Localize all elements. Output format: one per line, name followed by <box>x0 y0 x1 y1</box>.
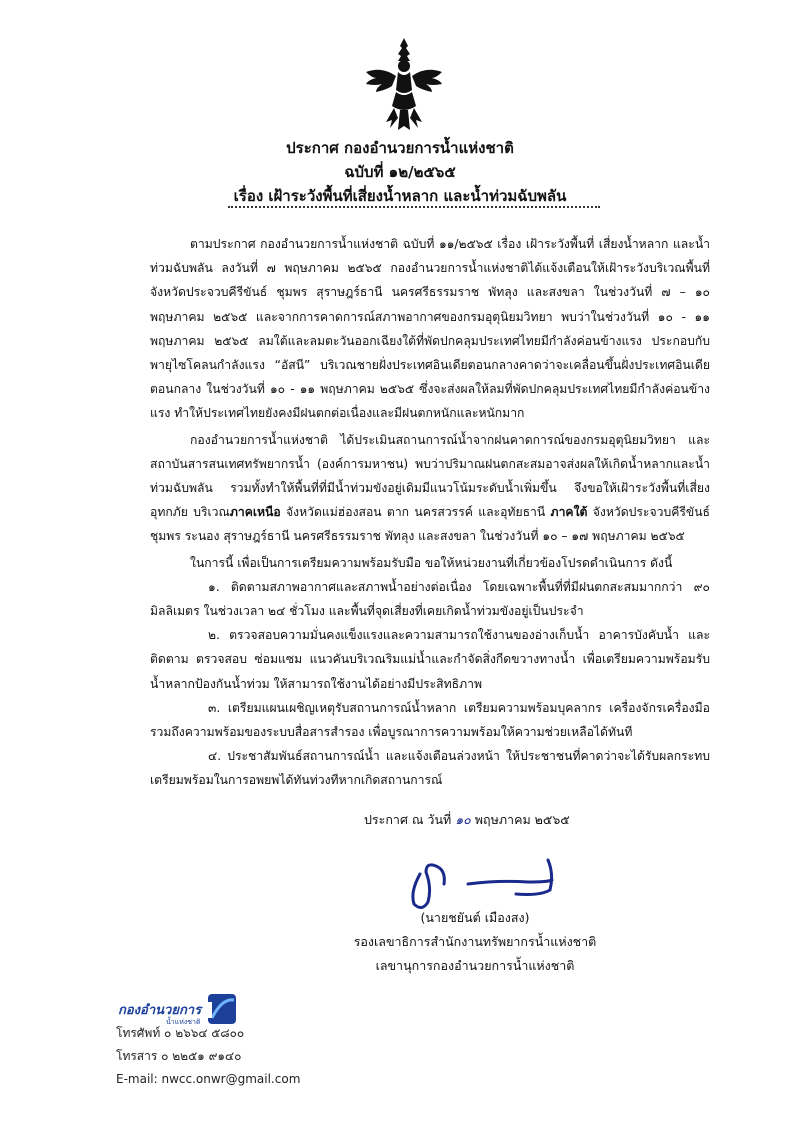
nwcc-logo-icon <box>116 990 240 1026</box>
paragraph-background: ตามประกาศ กองอำนวยการน้ำแห่งชาติ ฉบับที่ ๑๑/๒๕๖๕ เรื่อง เฝ้าระวังพื้นที่ เสี่ยงน้ำหลาก และน้ำท่วมฉับพลัน ลงวันที่ ๗ พฤษภาคม ๒๕๖๕ กองอำนวยการน้ำแห่งชาติได้แจ้งเตือนให้เฝ้าระวังบริเวณพื้นที่จังหวัดประจวบคีรีขันธ์ ชุมพร สุราษฎร์ธานี นครศรีธรรมราช พัทลุง และสงขลา ในช่วงวันที่ ๗ – ๑๐ พฤษภาคม ๒๕๖๕ และจากการคาดการณ์สภาพอากาศของกรมอุตุนิยมวิทยา พบว่าในช่วงวันที่ ๑๐ - ๑๑ พฤษภาคม ๒๕๖๕ ลมใต้และลมตะวันออกเฉียงใต้ที่พัดปกคลุมประเทศไทยมีกำลังค่อนข้างแรง ประกอบกับพายุไซโคลนกำลังแรง “อัสนี” บริเวณชายฝั่งประเทศอินเดียตอนกลางคาดว่าจะเคลื่อนขึ้นฝั่งประเทศอินเดียตอนกลาง ในช่วงวันที่ ๑๐ - ๑๑ พฤษภาคม ๒๕๖๕ ซึ่งจะส่งผลให้ลมที่พัดปกคลุมประเทศไทยมีกำลังค่อนข้างแรง ทำให้ประเทศไทยยังคงมีฝนตกต่อเนื่องและมีฝนตกหนักและหนักมาก <box>150 237 710 421</box>
assessment-text-b: จังหวัดแม่ฮ่องสอน ตาก นครสวรรค์ และอุทัยธานี <box>280 505 551 520</box>
signer-position-1: รองเลขาธิการสำนักงานทรัพยากรน้ำแห่งชาติ <box>353 934 597 949</box>
paragraph-instructions: ในการนี้ เพื่อเป็นการเตรียมความพร้อมรับมือ ขอให้หน่วยงานที่เกี่ยวข้องโปรดดำเนินการ ดังนี้ <box>190 555 673 570</box>
date-day: ๑๐ <box>455 812 471 827</box>
date-suffix: พฤษภาคม ๒๕๖๕ <box>470 812 570 827</box>
signer-name: (นายชยันต์ เมืองสง) <box>420 910 530 925</box>
region-south-label: ภาคใต้ <box>550 505 588 520</box>
signature-icon <box>398 846 566 912</box>
instruction-item-1: ๑. ติดตามสภาพอากาศและสภาพน้ำอย่างต่อเนื่อง โดยเฉพาะพื้นที่ที่มีฝนตกสะสมมากกว่า ๙๐ มิลลิเมตร ในช่วงเวลา ๒๔ ชั่วโมง และพื้นที่จุดเสี่ยงที่เคยเกิดน้ำท่วมขังอยู่เป็นประจำ <box>150 579 710 619</box>
document-subject: เรื่อง เฝ้าระวังพื้นที่เสี่ยงน้ำหลาก และน้ำท่วมฉับพลัน <box>233 187 567 205</box>
assessment-text-c: จังหวัดประจวบคีรีขันธ์ ชุมพร ระนอง สุราษฎร์ธานี นครศรีธรรมราช พัทลุง และสงขลา ในช่วงวันที่ ๑๐ – ๑๗ พฤษภาคม ๒๕๖๕ <box>150 505 711 544</box>
date-prefix: ประกาศ ณ วันที่ <box>364 812 456 827</box>
contact-email: E-mail: nwcc.onwr@gmail.com <box>116 1072 301 1086</box>
logo-text: กองอำนวยการ <box>118 1003 202 1018</box>
paragraph-assessment <box>150 428 710 549</box>
document-number: ฉบับที่ ๑๒/๒๕๖๕ <box>344 163 456 181</box>
assessment-text-a: กองอำนวยการน้ำแห่งชาติ ได้ประเมินสถานการณ์น้ำจากฝนคาดการณ์ของกรมอุตุนิยมวิทยา และสถาบันสารสนเทศทรัพยากรน้ำ (องค์การมหาชน) พบว่าปริมาณฝนตกสะสมอาจส่งผลให้เกิดน้ำหลากและน้ำท่วมฉับพลัน รวมทั้งทำให้พื้นที่ที่มีน้ำท่วมขังอยู่เดิมมีแนวโน้มระดับน้ำเพิ่มขึ้น จึงขอให้เฝ้าระวังพื้นที่เสี่ยงอุทกภัย บริเวณ <box>150 432 710 520</box>
signer-position-2: เลขานุการกองอำนวยการน้ำแห่งชาติ <box>375 958 575 973</box>
region-north-label: ภาคเหนือ <box>229 505 281 520</box>
logo-subtext: น้ำแห่งชาติ <box>166 1018 201 1026</box>
document-title: ประกาศ กองอำนวยการน้ำแห่งชาติ <box>286 139 514 157</box>
document-header <box>0 136 800 208</box>
instruction-item-4: ๔. ประชาสัมพันธ์สถานการณ์น้ำ และแจ้งเตือนล่วงหน้า ให้ประชาชนที่คาดว่าจะได้รับผลกระทบ เตรียมพร้อมในการอพยพได้ทันท่วงทีหากเกิดสถานการณ์ <box>150 749 710 788</box>
garuda-emblem-icon <box>364 36 444 136</box>
signer-block <box>0 906 800 978</box>
instruction-item-3: ๓. เตรียมแผนเผชิญเหตุรับสถานการณ์น้ำหลาก เตรียมความพร้อมบุคลากร เครื่องจักรเครื่องมือ รวมถึงความพร้อมของระบบสื่อสารสำรอง เพื่อบูรณาการความพร้อมให้ความช่วยเหลือได้ทันที <box>150 700 710 740</box>
document-body <box>150 232 710 793</box>
contact-block <box>116 1022 300 1091</box>
contact-fax: โทรสาร ๐ ๒๒๕๑ ๙๑๔๐ <box>116 1049 242 1063</box>
header-divider <box>228 206 600 208</box>
announcement-date <box>364 810 570 830</box>
contact-phone: โทรศัพท์ ๐ ๒๖๖๔ ๕๘๐๐ <box>116 1026 245 1040</box>
instruction-item-2: ๒. ตรวจสอบความมั่นคงแข็งแรงและความสามารถใช้งานของอ่างเก็บน้ำ อาคารบังคับน้ำ และติดตาม ตรวจสอบ ซ่อมแซม แนวคันบริเวณริมแม่น้ำและกำจัดสิ่งกีดขวางทางน้ำ เพื่อเตรียมความพร้อมรับน้ำหลากป้องกันน้ำท่วม ให้สามารถใช้งานได้อย่างมีประสิทธิภาพ <box>150 628 710 691</box>
